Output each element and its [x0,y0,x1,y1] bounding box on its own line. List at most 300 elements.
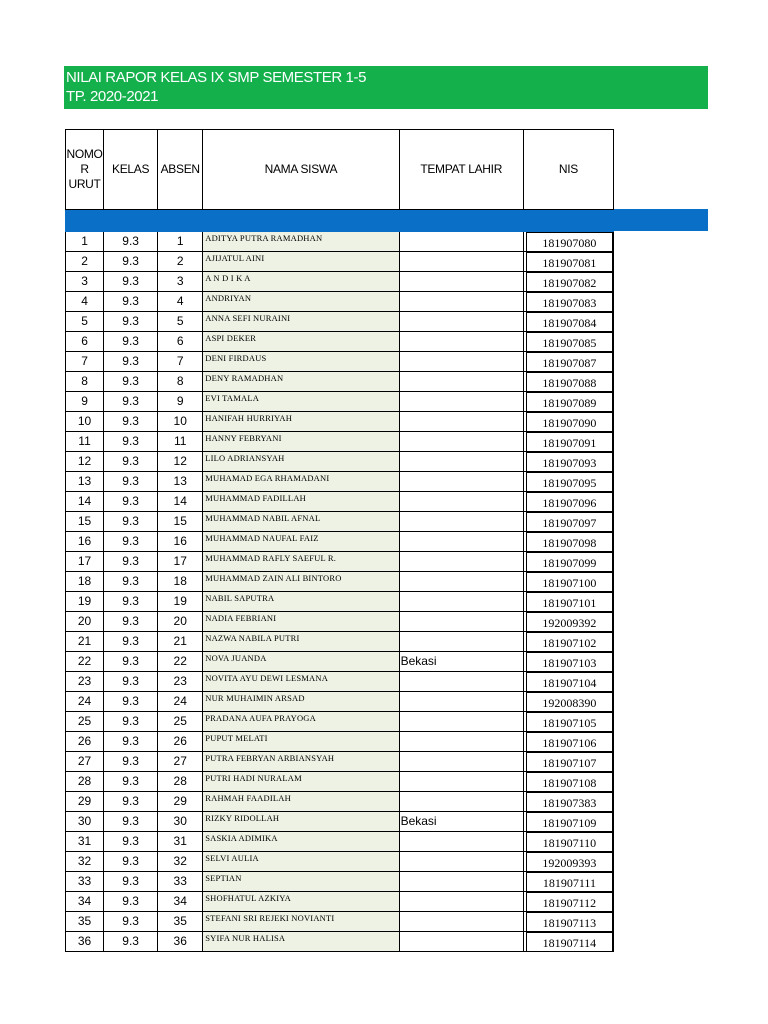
cell-nomor[interactable]: 17 [66,552,104,572]
nis-value: 181907104 [526,672,613,691]
header-band-extension [614,209,708,231]
table-row [66,272,614,292]
cell-kelas[interactable]: 9.3 [104,872,158,892]
cell-kelas[interactable]: 9.3 [104,732,158,752]
cell-kelas[interactable]: 9.3 [104,272,158,292]
cell-kelas[interactable]: 9.3 [104,452,158,472]
cell-tempat-lahir[interactable] [399,632,523,652]
table-row [66,912,614,932]
col-tempat-lahir[interactable]: TEMPAT LAHIR [399,130,523,210]
cell-nomor[interactable]: 36 [66,932,104,952]
table-row [66,732,614,752]
cell-nomor[interactable]: 13 [66,472,104,492]
cell-tempat-lahir[interactable] [399,772,523,792]
cell-nama-siswa[interactable]: MUHAMMAD NAUFAL FAIZ [203,532,399,552]
cell-nis[interactable] [523,252,613,272]
cell-nomor[interactable]: 24 [66,692,104,712]
table-row [66,572,614,592]
nis-value: 181907111 [526,872,613,891]
cell-tempat-lahir[interactable] [399,932,523,952]
cell-absen[interactable]: 1 [158,232,203,252]
cell-nis[interactable] [523,632,613,652]
cell-kelas[interactable]: 9.3 [104,292,158,312]
cell-nis[interactable] [523,432,613,452]
cell-kelas[interactable]: 9.3 [104,712,158,732]
table-row [66,512,614,532]
table-row [66,632,614,652]
cell-nama-siswa[interactable]: NAZWA NABILA PUTRI [203,632,399,652]
cell-absen[interactable]: 9 [158,392,203,412]
cell-nama-siswa[interactable]: STEFANI SRI REJEKI NOVIANTI [203,912,399,932]
cell-nis[interactable] [523,812,613,832]
col-absen[interactable]: ABSEN [158,130,203,210]
cell-absen[interactable]: 24 [158,692,203,712]
cell-tempat-lahir[interactable] [399,612,523,632]
cell-nis[interactable] [523,312,613,332]
cell-nomor[interactable]: 33 [66,872,104,892]
cell-absen[interactable]: 12 [158,452,203,472]
cell-absen[interactable]: 5 [158,312,203,332]
cell-absen[interactable]: 29 [158,792,203,812]
nis-value: 181907114 [526,932,613,951]
cell-nomor[interactable]: 29 [66,792,104,812]
nis-value: 181907080 [526,232,613,251]
nis-value: 181907081 [526,252,613,271]
cell-tempat-lahir[interactable]: Bekasi [399,652,523,672]
cell-nis[interactable] [523,732,613,752]
cell-kelas[interactable]: 9.3 [104,672,158,692]
cell-tempat-lahir[interactable] [399,532,523,552]
cell-absen[interactable]: 13 [158,472,203,492]
nis-value: 181907084 [526,312,613,331]
cell-nis[interactable] [523,852,613,872]
cell-absen[interactable]: 25 [158,712,203,732]
cell-absen[interactable]: 17 [158,552,203,572]
table-row [66,472,614,492]
table-row [66,232,614,252]
cell-nis[interactable] [523,272,613,292]
cell-kelas[interactable]: 9.3 [104,332,158,352]
nis-value: 181907105 [526,712,613,731]
cell-absen[interactable]: 8 [158,372,203,392]
cell-nis[interactable] [523,932,613,952]
nis-value: 181907083 [526,292,613,311]
table-row [66,312,614,332]
cell-kelas[interactable]: 9.3 [104,512,158,532]
table-row [66,792,614,812]
cell-absen[interactable]: 20 [158,612,203,632]
cell-kelas[interactable]: 9.3 [104,792,158,812]
table-row [66,332,614,352]
cell-tempat-lahir[interactable] [399,292,523,312]
cell-nama-siswa[interactable]: SASKIA ADIMIKA [203,832,399,852]
nis-value: 181907096 [526,492,613,511]
cell-nis[interactable] [523,792,613,812]
table-row [66,352,614,372]
page-subtitle: TP. 2020-2021 [66,88,159,105]
table-row [66,252,614,272]
cell-nis[interactable] [523,452,613,472]
table-row [66,492,614,512]
cell-nama-siswa[interactable]: MUHAMAD EGA RHAMADANI [203,472,399,492]
cell-nis[interactable] [523,652,613,672]
cell-tempat-lahir[interactable] [399,912,523,932]
nis-value: 181907088 [526,372,613,391]
cell-tempat-lahir[interactable] [399,332,523,352]
cell-tempat-lahir[interactable] [399,732,523,752]
cell-kelas[interactable]: 9.3 [104,752,158,772]
cell-tempat-lahir[interactable] [399,852,523,872]
cell-nomor[interactable]: 1 [66,232,104,252]
cell-absen[interactable]: 36 [158,932,203,952]
cell-nama-siswa[interactable]: PRADANA AUFA PRAYOGA [203,712,399,732]
cell-nama-siswa[interactable]: MUHAMMAD FADILLAH [203,492,399,512]
cell-nomor[interactable]: 26 [66,732,104,752]
cell-nomor[interactable]: 35 [66,912,104,932]
cell-kelas[interactable]: 9.3 [104,772,158,792]
nis-value: 181907098 [526,532,613,551]
cell-kelas[interactable]: 9.3 [104,492,158,512]
cell-nomor[interactable]: 5 [66,312,104,332]
nis-value: 181907112 [526,892,613,911]
cell-nomor[interactable]: 2 [66,252,104,272]
cell-tempat-lahir[interactable] [399,832,523,852]
col-kelas[interactable]: KELAS [104,130,158,210]
cell-nis[interactable] [523,592,613,612]
cell-nis[interactable] [523,392,613,412]
cell-absen[interactable]: 16 [158,532,203,552]
table-row [66,892,614,912]
cell-tempat-lahir[interactable] [399,412,523,432]
nis-value: 181907383 [526,792,613,811]
nis-value: 181907100 [526,572,613,591]
cell-tempat-lahir[interactable] [399,892,523,912]
nis-value: 181907107 [526,752,613,771]
cell-nomor[interactable]: 16 [66,532,104,552]
cell-nomor[interactable]: 14 [66,492,104,512]
cell-nis[interactable] [523,412,613,432]
cell-absen[interactable]: 34 [158,892,203,912]
cell-kelas[interactable]: 9.3 [104,432,158,452]
col-nomor-urut[interactable]: NOMO R URUT [66,130,104,210]
cell-nomor[interactable]: 15 [66,512,104,532]
cell-tempat-lahir[interactable] [399,232,523,252]
cell-nama-siswa[interactable]: SEPTIAN [203,872,399,892]
cell-nomor[interactable]: 11 [66,432,104,452]
cell-nama-siswa[interactable]: ANNA SEFI NURAINI [203,312,399,332]
cell-tempat-lahir[interactable] [399,552,523,572]
cell-absen[interactable]: 28 [158,772,203,792]
cell-tempat-lahir[interactable] [399,592,523,612]
cell-nomor[interactable]: 18 [66,572,104,592]
cell-kelas[interactable]: 9.3 [104,632,158,652]
cell-absen[interactable]: 10 [158,412,203,432]
cell-nomor[interactable]: 9 [66,392,104,412]
cell-kelas[interactable]: 9.3 [104,592,158,612]
cell-nama-siswa[interactable]: NABIL SAPUTRA [203,592,399,612]
student-table [65,129,614,952]
cell-absen[interactable]: 6 [158,332,203,352]
cell-kelas[interactable]: 9.3 [104,312,158,332]
cell-absen[interactable]: 18 [158,572,203,592]
cell-kelas[interactable]: 9.3 [104,552,158,572]
table-row [66,812,614,832]
cell-nomor[interactable]: 21 [66,632,104,652]
cell-nomor[interactable]: 8 [66,372,104,392]
cell-absen[interactable]: 11 [158,432,203,452]
cell-absen[interactable]: 4 [158,292,203,312]
cell-absen[interactable]: 7 [158,352,203,372]
cell-kelas[interactable]: 9.3 [104,832,158,852]
cell-kelas[interactable]: 9.3 [104,572,158,592]
cell-absen[interactable]: 32 [158,852,203,872]
cell-nama-siswa[interactable]: SYIFA NUR HALISA [203,932,399,952]
table-row [66,852,614,872]
cell-nis[interactable] [523,352,613,372]
cell-nomor[interactable]: 19 [66,592,104,612]
table-row [66,612,614,632]
nis-value: 181907106 [526,732,613,751]
cell-kelas[interactable]: 9.3 [104,912,158,932]
table-row [66,712,614,732]
nis-value: 181907091 [526,432,613,451]
cell-kelas[interactable]: 9.3 [104,472,158,492]
cell-nama-siswa[interactable]: ANDRIYAN [203,292,399,312]
col-nama-siswa[interactable]: NAMA SISWA [203,130,399,210]
cell-nomor[interactable]: 23 [66,672,104,692]
cell-nis[interactable] [523,892,613,912]
cell-nomor[interactable]: 28 [66,772,104,792]
nis-value: 181907089 [526,392,613,411]
cell-nis[interactable] [523,372,613,392]
cell-nomor[interactable]: 31 [66,832,104,852]
cell-nomor[interactable]: 7 [66,352,104,372]
cell-kelas[interactable]: 9.3 [104,372,158,392]
nis-value: 181907099 [526,552,613,571]
cell-nomor[interactable]: 22 [66,652,104,672]
nis-value: 181907102 [526,632,613,651]
cell-nis[interactable] [523,672,613,692]
cell-tempat-lahir[interactable]: Bekasi [399,812,523,832]
cell-tempat-lahir[interactable] [399,312,523,332]
cell-nomor[interactable]: 6 [66,332,104,352]
cell-nis[interactable] [523,712,613,732]
cell-tempat-lahir[interactable] [399,372,523,392]
table-row [66,452,614,472]
table-row [66,552,614,572]
nis-value: 181907082 [526,272,613,291]
cell-nama-siswa[interactable]: RAHMAH FAADILAH [203,792,399,812]
cell-nama-siswa[interactable]: NADIA FEBRIANI [203,612,399,632]
cell-absen[interactable]: 2 [158,252,203,272]
cell-nomor[interactable]: 10 [66,412,104,432]
cell-nama-siswa[interactable]: HANNY FEBRYANI [203,432,399,452]
cell-kelas[interactable]: 9.3 [104,352,158,372]
cell-nis[interactable] [523,772,613,792]
table-row [66,772,614,792]
cell-nis[interactable] [523,492,613,512]
cell-nama-siswa[interactable]: AJIJATUL AINI [203,252,399,272]
cell-nis[interactable] [523,292,613,312]
cell-nama-siswa[interactable]: MUHAMMAD ZAIN ALI BINTORO [203,572,399,592]
cell-kelas[interactable]: 9.3 [104,232,158,252]
cell-tempat-lahir[interactable] [399,452,523,472]
page-title: NILAI RAPOR KELAS IX SMP SEMESTER 1-5 [66,69,367,86]
cell-tempat-lahir[interactable] [399,752,523,772]
cell-nis[interactable] [523,692,613,712]
table-body [66,232,614,952]
nis-value: 181907087 [526,352,613,371]
nis-value: 181907113 [526,912,613,931]
cell-tempat-lahir[interactable] [399,352,523,372]
nis-value: 181907101 [526,592,613,611]
nis-value: 181907110 [526,832,613,851]
cell-tempat-lahir[interactable] [399,712,523,732]
cell-nama-siswa[interactable]: NOVA JUANDA [203,652,399,672]
cell-nama-siswa[interactable]: NOVITA AYU DEWI LESMANA [203,672,399,692]
cell-kelas[interactable]: 9.3 [104,612,158,632]
cell-absen[interactable]: 14 [158,492,203,512]
cell-tempat-lahir[interactable] [399,432,523,452]
nis-value: 181907093 [526,452,613,471]
cell-nama-siswa[interactable]: MUHAMMAD RAFLY SAEFUL R. [203,552,399,572]
cell-nama-siswa[interactable]: PUTRA FEBRYAN ARBIANSYAH [203,752,399,772]
cell-nomor[interactable]: 20 [66,612,104,632]
cell-absen[interactable]: 30 [158,812,203,832]
table-row [66,872,614,892]
nis-value: 192009392 [526,612,613,631]
cell-absen[interactable]: 31 [158,832,203,852]
cell-nama-siswa[interactable]: DENI FIRDAUS [203,352,399,372]
cell-tempat-lahir[interactable] [399,572,523,592]
cell-absen[interactable]: 22 [158,652,203,672]
nis-value: 181907090 [526,412,613,431]
cell-nis[interactable] [523,612,613,632]
cell-absen[interactable]: 23 [158,672,203,692]
cell-nama-siswa[interactable]: ASPI DEKER [203,332,399,352]
cell-tempat-lahir[interactable] [399,392,523,412]
cell-absen[interactable]: 21 [158,632,203,652]
cell-kelas[interactable]: 9.3 [104,412,158,432]
cell-tempat-lahir[interactable] [399,472,523,492]
table-row [66,532,614,552]
cell-nama-siswa[interactable]: A N D I K A [203,272,399,292]
table-row [66,672,614,692]
nis-value: 192008390 [526,692,613,711]
col-nis[interactable]: NIS [523,130,613,210]
cell-nama-siswa[interactable]: HANIFAH HURRIYAH [203,412,399,432]
nis-value: 181907103 [526,652,613,671]
cell-nomor[interactable]: 4 [66,292,104,312]
cell-tempat-lahir[interactable] [399,272,523,292]
cell-tempat-lahir[interactable] [399,672,523,692]
table-row [66,372,614,392]
nis-value: 181907109 [526,812,613,831]
cell-kelas[interactable]: 9.3 [104,532,158,552]
cell-nama-siswa[interactable]: RIZKY RIDOLLAH [203,812,399,832]
cell-nomor[interactable]: 32 [66,852,104,872]
cell-nama-siswa[interactable]: LILO ADRIANSYAH [203,452,399,472]
cell-absen[interactable]: 15 [158,512,203,532]
nis-value: 181907097 [526,512,613,531]
cell-nis[interactable] [523,232,613,252]
cell-kelas[interactable]: 9.3 [104,252,158,272]
cell-kelas[interactable]: 9.3 [104,692,158,712]
cell-nis[interactable] [523,752,613,772]
nis-value: 181907108 [526,772,613,791]
cell-nis[interactable] [523,532,613,552]
table-row [66,392,614,412]
cell-nomor[interactable]: 30 [66,812,104,832]
cell-tempat-lahir[interactable] [399,512,523,532]
title-banner [64,66,708,109]
cell-kelas[interactable]: 9.3 [104,852,158,872]
cell-nama-siswa[interactable]: ADITYA PUTRA RAMADHAN [203,232,399,252]
cell-nis[interactable] [523,512,613,532]
cell-nis[interactable] [523,332,613,352]
cell-nama-siswa[interactable]: PUPUT MELATI [203,732,399,752]
table-row [66,412,614,432]
cell-absen[interactable]: 33 [158,872,203,892]
cell-nama-siswa[interactable]: SELVI AULIA [203,852,399,872]
cell-absen[interactable]: 27 [158,752,203,772]
table-row [66,832,614,852]
column-header-row [66,130,614,210]
cell-nis[interactable] [523,472,613,492]
cell-kelas[interactable]: 9.3 [104,392,158,412]
cell-nomor[interactable]: 34 [66,892,104,912]
nis-value: 192009393 [526,852,613,871]
nis-value: 181907085 [526,332,613,351]
cell-nis[interactable] [523,872,613,892]
cell-nis[interactable] [523,912,613,932]
cell-absen[interactable]: 35 [158,912,203,932]
table-row [66,592,614,612]
table-row [66,692,614,712]
cell-nama-siswa[interactable]: DENY RAMADHAN [203,372,399,392]
cell-nomor[interactable]: 3 [66,272,104,292]
cell-kelas[interactable]: 9.3 [104,892,158,912]
cell-nama-siswa[interactable]: PUTRI HADI NURALAM [203,772,399,792]
cell-absen[interactable]: 3 [158,272,203,292]
cell-nomor[interactable]: 25 [66,712,104,732]
cell-kelas[interactable]: 9.3 [104,812,158,832]
cell-nomor[interactable]: 27 [66,752,104,772]
cell-absen[interactable]: 19 [158,592,203,612]
table-row [66,292,614,312]
table-row [66,752,614,772]
cell-tempat-lahir[interactable] [399,252,523,272]
cell-nama-siswa[interactable]: MUHAMMAD NABIL AFNAL [203,512,399,532]
cell-tempat-lahir[interactable] [399,872,523,892]
cell-nis[interactable] [523,552,613,572]
cell-nis[interactable] [523,832,613,852]
cell-nama-siswa[interactable]: SHOFHATUL AZKIYA [203,892,399,912]
header-band [66,210,614,232]
cell-nomor[interactable]: 12 [66,452,104,472]
cell-kelas[interactable]: 9.3 [104,932,158,952]
cell-nama-siswa[interactable]: EVI TAMALA [203,392,399,412]
cell-nama-siswa[interactable]: NUR MUHAIMIN ARSAD [203,692,399,712]
cell-tempat-lahir[interactable] [399,692,523,712]
nis-value: 181907095 [526,472,613,491]
cell-tempat-lahir[interactable] [399,792,523,812]
cell-kelas[interactable]: 9.3 [104,652,158,672]
cell-absen[interactable]: 26 [158,732,203,752]
cell-nis[interactable] [523,572,613,592]
table-row [66,432,614,452]
cell-tempat-lahir[interactable] [399,492,523,512]
